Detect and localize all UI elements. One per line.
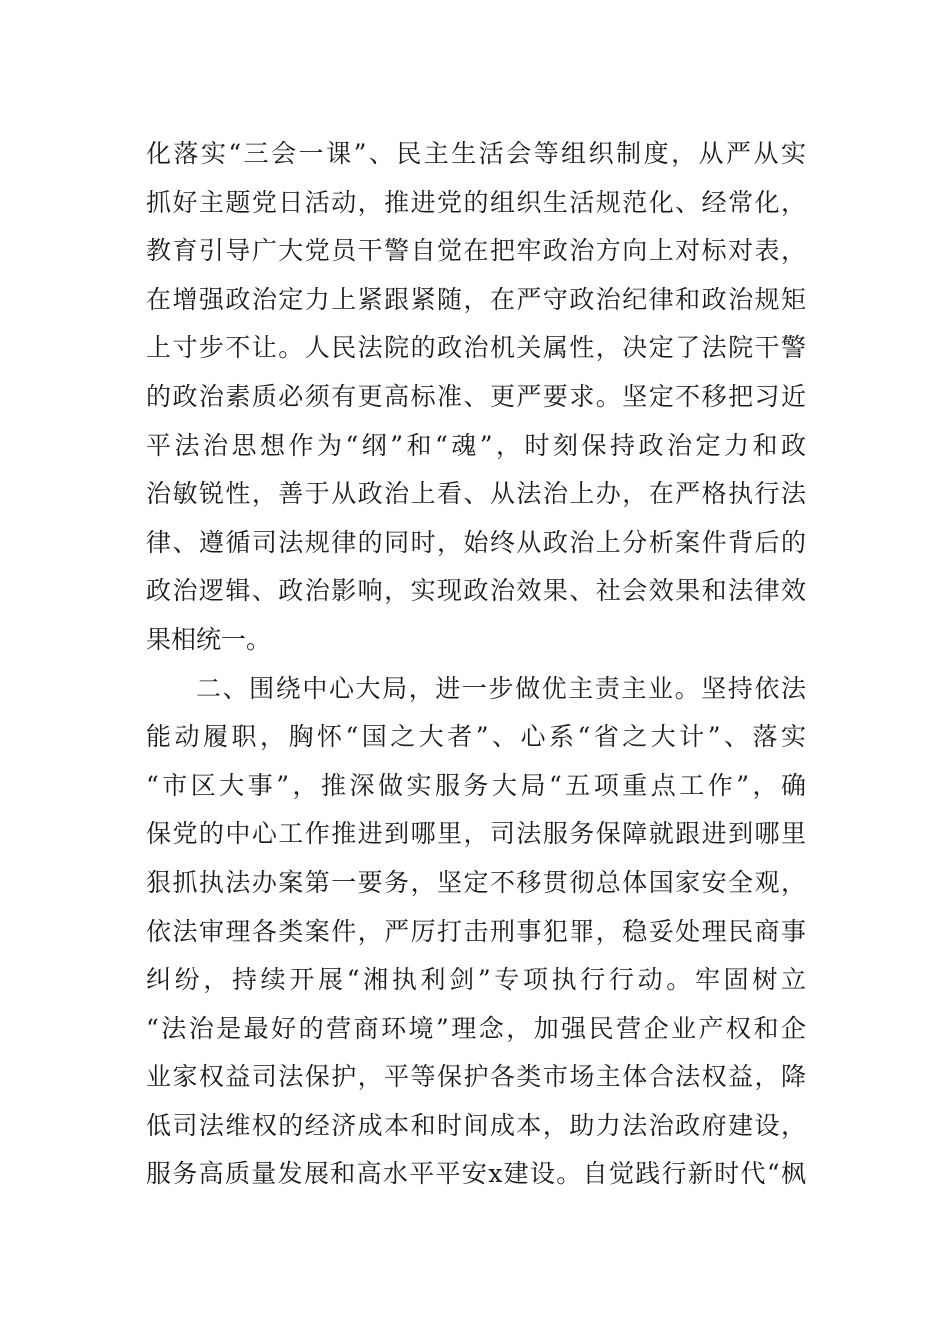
text-line: 业家权益司法保护，平等保护各类市场主体合法权益，降 bbox=[146, 1062, 806, 1092]
text-line: 治敏锐性，善于从政治上看、从法治上办，在严格执行法 bbox=[146, 479, 806, 509]
text-line: 服务高质量发展和高水平平安x建设。自觉践行新时代“枫 bbox=[146, 1159, 806, 1189]
text-line: 狠抓执法办案第一要务，坚定不移贯彻总体国家安全观， bbox=[146, 867, 806, 897]
text-line: 教育引导广大党员干警自觉在把牢政治方向上对标对表， bbox=[146, 236, 806, 266]
text-line: 保党的中心工作推进到哪里，司法服务保障就跟进到哪里 bbox=[146, 819, 806, 849]
text-line: 的政治素质必须有更高标准、更严要求。坚定不移把习近 bbox=[146, 381, 806, 411]
text-line: 平法治思想作为“纲”和“魂”，时刻保持政治定力和政 bbox=[146, 430, 806, 460]
text-line: 低司法维权的经济成本和时间成本，助力法治政府建设， bbox=[146, 1110, 806, 1140]
text-line: 上寸步不让。人民法院的政治机关属性，决定了法院干警 bbox=[146, 333, 806, 363]
text-line: 政治逻辑、政治影响，实现政治效果、社会效果和法律效 bbox=[146, 576, 806, 606]
text-line: 纠纷，持续开展“湘执利剑”专项执行行动。牢固树立 bbox=[146, 965, 806, 995]
text-line: 能动履职，胸怀“国之大者”、心系“省之大计”、落实 bbox=[146, 722, 806, 752]
document-body bbox=[146, 130, 806, 1199]
text-line: “法治是最好的营商环境”理念，加强民营企业产权和企 bbox=[146, 1013, 806, 1043]
text-line: 抓好主题党日活动，推进党的组织生活规范化、经常化， bbox=[146, 187, 806, 217]
section-heading-line: 二、围绕中心大局，进一步做优主责主业。坚持依法 bbox=[196, 673, 806, 703]
text-line: 在增强政治定力上紧跟紧随，在严守政治纪律和政治规矩 bbox=[146, 284, 806, 314]
text-line: 律、遵循司法规律的同时，始终从政治上分析案件背后的 bbox=[146, 527, 806, 557]
text-line: “市区大事”，推深做实服务大局“五项重点工作”，确 bbox=[146, 770, 806, 800]
text-line: 化落实“三会一课”、民主生活会等组织制度，从严从实 bbox=[146, 139, 806, 168]
paragraph-end-line: 果相统一。 bbox=[146, 624, 272, 654]
text-line: 依法审理各类案件，严厉打击刑事犯罪，稳妥处理民商事 bbox=[146, 916, 806, 946]
